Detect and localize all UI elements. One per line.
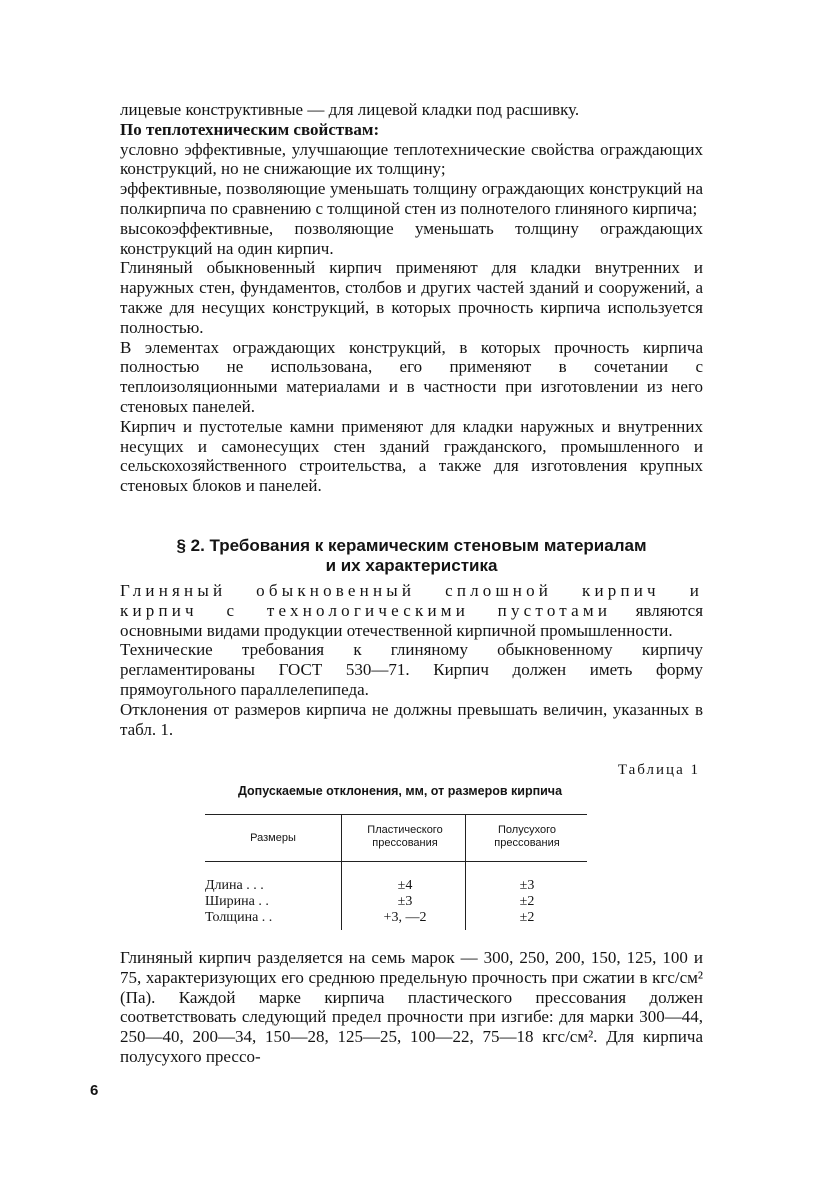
paragraph-highly-effective: высокоэффективные, позволяющие уменьшать толщину ограждающих конструкций на один кирпич. [120, 218, 703, 258]
paragraph-brick-grades: Глиняный кирпич разделяется на семь марок — 300, 250, 200, 150, 125, 100 и 75, характеризующих его среднюю предельную прочность при сжатии в кгс/см² (Па). Каждой марке кирпича пластического прессования должен соответствовать следующий предел прочности при изгибе: для марки 300—44, 250—40, 200—34, 150—28, 125—25, 100—22, 75—18 кгс/см². Для кирпича полусухого прессо- [120, 948, 703, 1066]
middle-text-block [120, 581, 703, 739]
paragraph-deviations: Отклонения от размеров кирпича не должны превышать величин, указанных в табл. 1. [120, 699, 703, 739]
table-title: Допускаемые отклонения, мм, от размеров кирпича [237, 784, 563, 798]
table-row [205, 878, 587, 894]
row-value-semidry: ±2 [519, 894, 535, 909]
section-title-line-1: § 2. Требования к керамическим стеновым материалам [176, 536, 647, 555]
table-label: Таблица 1 [617, 762, 700, 778]
deviations-table [205, 814, 587, 930]
table-header-rule [205, 861, 587, 862]
paragraph-conditionally-effective [120, 140, 703, 180]
table-header-semidry: Полусухого прессования [494, 824, 560, 849]
row-name-thickness: Толщина . . [205, 910, 273, 925]
paragraph-ordinary-brick-usage: Глиняный обыкновенный кирпич применяют для кладки внутренних и наружных стен, фундаментов, столбов и других частей зданий и сооружений, а также для несущих конструкций, в которых прочность кирпича используется полностью. [120, 258, 703, 337]
section-title-line-2: и их характеристика [325, 556, 498, 575]
paragraph-main-products-rest: являются основными видами продукции отечественной кирпичной промышленности. [120, 600, 704, 640]
page-number: 6 [90, 1082, 99, 1099]
row-value-semidry: ±3 [519, 878, 535, 893]
top-text-block [120, 100, 703, 496]
paragraph-enclosing-structures: В элементах ограждающих конструкций, в которых прочность кирпича полностью не использована, его применяют в сочетании с теплоизоляционными материалами и в частности при изготовлении из него стеновых панелей. [120, 337, 703, 416]
paragraph-effective: эффективные, позволяющие уменьшать толщину ограждающих конструкций на полкирпича по сравнению с толщиной стен из полнотелого глиняного кирпича; [120, 179, 703, 218]
paragraph-facing-bricks: лицевые конструктивные — для лицевой кладки под расшивку. [120, 100, 580, 119]
paragraph-technical-requirements: Технические требования к глиняному обыкновенному кирпичу регламентированы ГОСТ 530—71. Кирпич должен иметь форму прямоугольного параллелепипеда. [120, 640, 703, 699]
row-name-width: Ширина . . [205, 894, 269, 909]
row-value-plastic: ±4 [397, 878, 413, 893]
paragraph-hollow-stones: Кирпич и пустотелые камни применяют для кладки наружных и внутренних несущих и самонесущих стен зданий гражданского, промышленного и сельскохозяйственного строительства, а также для изготовления крупных стеновых блоков и панелей. [120, 416, 703, 496]
paragraph-main-products [120, 581, 703, 640]
table-row [205, 910, 587, 926]
section-title [120, 536, 703, 576]
row-name-length: Длина . . . [205, 878, 264, 893]
bottom-text-block [120, 948, 703, 1067]
table-header-sizes: Размеры [250, 832, 296, 844]
table-top-rule [205, 814, 587, 815]
spaced-emphasis: Глиняный обыкновенный сплошной кирпич и кирпич с технологическими пустотами [120, 581, 703, 620]
heading-thermal-properties: По теплотехническим свойствам: [120, 119, 380, 139]
table-header-plastic: Пластического прессования [367, 824, 443, 849]
table-row [205, 894, 587, 910]
row-value-semidry: ±2 [519, 910, 535, 925]
paragraph-text: условно эффективные, улучшающие теплотехнические свойства ограждающих конструкций, но не снижающие их толщину; [120, 139, 703, 179]
row-value-plastic: +3, —2 [383, 910, 427, 925]
row-value-plastic: ±3 [397, 894, 413, 909]
